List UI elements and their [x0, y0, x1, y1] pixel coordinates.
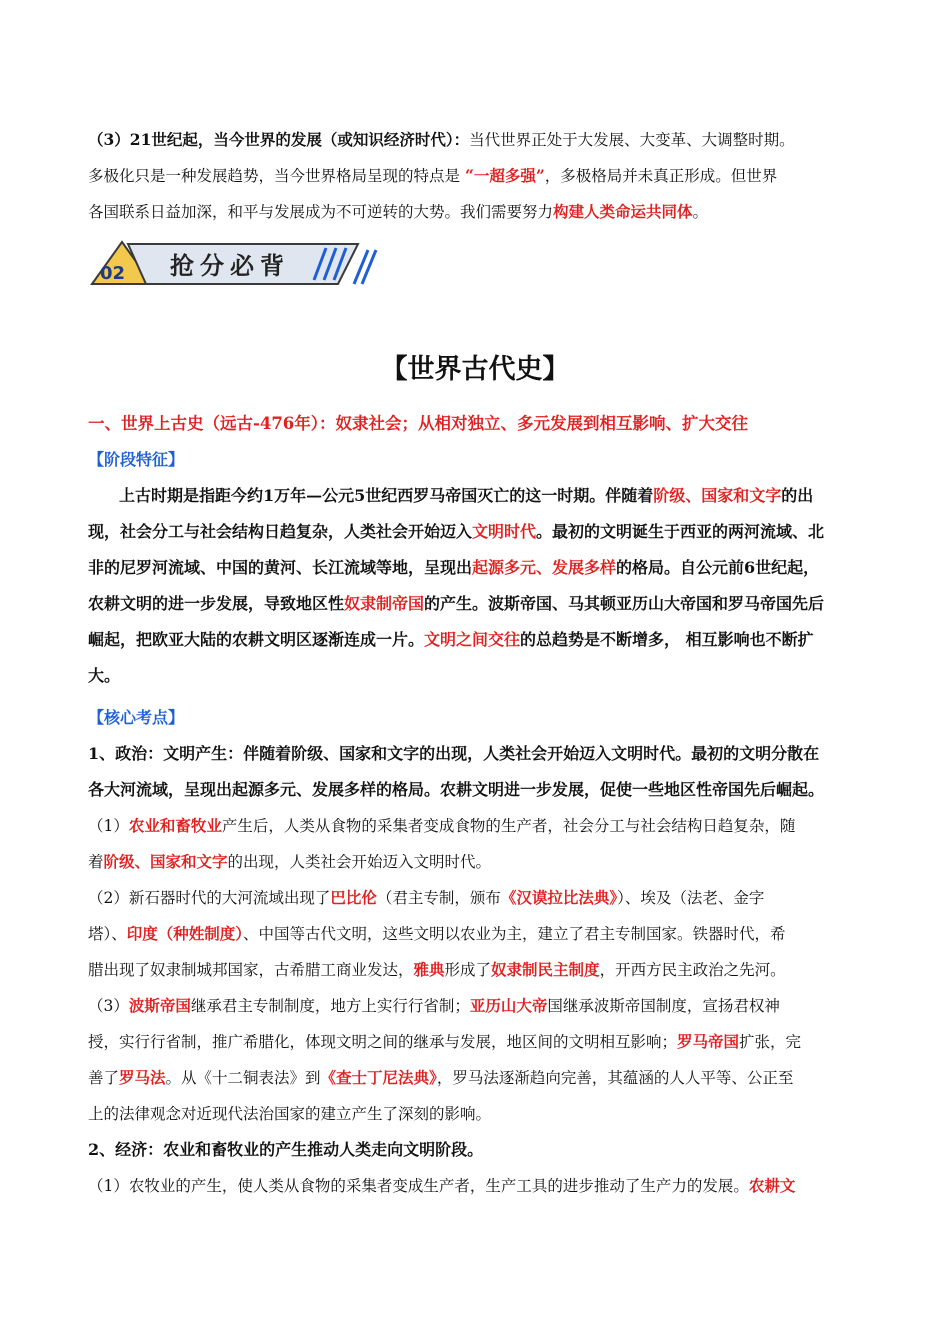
chapter-heading: 一、世界上古史（远古-476年）：奴隶社会；从相对独立、多元发展到相互影响、扩大交往 — [88, 414, 749, 433]
highlight-term: 奴隶制帝国 — [344, 594, 425, 613]
core2-line-1: 2、经济：农业和畜牧业的产生推动人类走向文明阶段。 — [88, 1140, 484, 1159]
body-text: 的出现，人类社会开始迈入文明时代。 — [227, 853, 492, 871]
body-text: ）、埃及（法老、金字 — [617, 889, 765, 907]
c1-2-line-3 — [88, 958, 786, 982]
body-text: 、中国等古代文明，这些文明以农业为主，建立了君主专制国家。铁器时代，希 — [243, 925, 786, 943]
core1-line-2: 各大河流域，呈现出起源多元、发展多样的格局。农耕文明进一步发展，促使一些地区性帝国先后崛起。 — [88, 780, 825, 799]
body-text: 扩张，完 — [739, 1033, 802, 1051]
c1-3-line-1 — [88, 994, 780, 1018]
body-text: 塔）、 — [88, 925, 127, 943]
highlight-term: 文明时代 — [472, 522, 537, 541]
p3-line-2 — [88, 164, 777, 188]
core1-line-1: 1、政治：文明产生：伴随着阶级、国家和文字的出现，人类社会开始迈入文明时代。最初的文明分散在 — [88, 744, 820, 763]
p3-text: 。 — [692, 203, 709, 221]
highlight-term: 《汉谟拉比法典》 — [500, 888, 618, 907]
p3-text: 各国联系日益加深，和平与发展成为不可逆转的大势。我们需要努力 — [88, 203, 554, 221]
p3-line-3 — [88, 200, 708, 224]
body-text: 。从《十二铜表法》到 — [165, 1069, 321, 1087]
highlight-term: 阶级、国家和文字 — [103, 852, 228, 871]
banner-stripe — [354, 250, 368, 284]
c1-3-line-4: 上的法律观念对近现代法治国家的建立产生了深刻的影响。 — [88, 1105, 492, 1123]
body-text: 形成了 — [444, 961, 492, 979]
stage-line-6: 大。 — [88, 666, 121, 685]
highlight-term: 亚历山大帝 — [469, 996, 548, 1015]
stage-line-1 — [119, 484, 813, 508]
body-text: 授，实行行省制，推广希腊化，体现文明之间的继承与发展，地区间的文明相互影响； — [88, 1033, 678, 1051]
c1-2-line-1 — [88, 886, 764, 910]
section-banner — [88, 236, 378, 292]
banner-stripe — [362, 250, 376, 284]
highlight-term: 文明之间交往 — [424, 630, 521, 649]
stage-text: 的总趋势是不断增多， 相互影响也不断扩 — [520, 630, 814, 649]
body-text: （1）农牧业的产生，使人类从食物的采集者变成生产者，生产工具的进步推动了生产力的发展。 — [88, 1177, 749, 1195]
p3-text: 当代世界正处于大发展、大变革、大调整时期。 — [469, 131, 795, 149]
stage-line-4 — [88, 592, 824, 616]
c1-2-line-2 — [88, 922, 786, 946]
body-text: 着 — [88, 853, 104, 871]
highlight-term: 《查士丁尼法典》 — [320, 1068, 437, 1087]
stage-text: 的出 — [781, 486, 814, 505]
stage-text: 现，社会分工与社会结构日趋复杂，人类社会开始迈入 — [88, 522, 473, 541]
body-text: ，罗马法逐渐趋向完善，其蕴涵的人人平等、公正至 — [436, 1069, 794, 1087]
stage-line-2 — [88, 520, 824, 544]
p3-text: ，多极格局并未真正形成。但世界 — [544, 167, 778, 185]
stage-text: 。最初的文明诞生于西亚的两河流域、北 — [536, 522, 825, 541]
banner-text: 抢分必背 — [170, 252, 290, 280]
stage-text: 农耕文明的进一步发展，导致地区性 — [88, 594, 345, 613]
c1-1-line-2 — [88, 850, 491, 874]
highlight-term: 巴比伦 — [330, 888, 377, 907]
c1-3-line-2 — [88, 1030, 801, 1054]
body-text: （1） — [88, 817, 129, 835]
highlight-term: 起源多元、发展多样 — [472, 558, 617, 577]
p3-heading: （3）21世纪起，当今世界的发展（或知识经济时代）： — [88, 130, 470, 149]
highlight-term: “一超多强” — [464, 166, 545, 185]
highlight-term: 奴隶制民主制度 — [491, 960, 600, 979]
stage-line-3 — [88, 556, 819, 580]
banner-number: 02 — [100, 263, 126, 284]
body-text: 继承君主专制制度，地方上实行行省制； — [190, 997, 470, 1015]
stage-text: 的格局。自公元前6世纪起， — [616, 558, 820, 577]
p3-line-1 — [88, 128, 795, 152]
highlight-term: 罗马帝国 — [677, 1032, 740, 1051]
stage-label: 【阶段特征】 — [88, 450, 185, 469]
body-text: （2）新石器时代的大河流域出现了 — [88, 889, 331, 907]
section-title: 【世界古代史】 — [380, 354, 570, 385]
body-text: 国继承波斯帝国制度，宣扬君权神 — [547, 997, 780, 1015]
body-text: 善了 — [88, 1069, 120, 1087]
stage-text: 崛起，把欧亚大陆的农耕文明区逐渐连成一片。 — [88, 630, 425, 649]
stage-text: 上古时期是指距今约1万年—公元5世纪西罗马帝国灭亡的这一时期。伴随着 — [119, 486, 654, 505]
body-text: 腊出现了奴隶制城邦国家，古希腊工商业发达， — [88, 961, 414, 979]
stage-text: 非的尼罗河流域、中国的黄河、长江流域等地，呈现出 — [88, 558, 473, 577]
highlight-term: 波斯帝国 — [128, 996, 191, 1015]
highlight-term: 农耕文 — [748, 1176, 796, 1195]
c2-1-line-1 — [88, 1174, 795, 1198]
highlight-term: 印度（种姓制度） — [126, 924, 244, 943]
highlight-term: 雅典 — [413, 960, 445, 979]
body-text: 产生后，人类从食物的采集者变成食物的生产者，社会分工与社会结构日趋复杂，随 — [221, 817, 796, 835]
highlight-term: 农业和畜牧业 — [128, 816, 222, 835]
c1-1-line-1 — [88, 814, 795, 838]
stage-line-5 — [88, 628, 814, 652]
body-text: ，开西方民主政治之先河。 — [599, 961, 786, 979]
c1-3-line-3 — [88, 1066, 793, 1090]
body-text: （君主专制，颁布 — [376, 889, 501, 907]
highlight-term: 阶级、国家和文字 — [653, 486, 782, 505]
highlight-term: 罗马法 — [119, 1068, 166, 1087]
p3-text: 多极化只是一种发展趋势，当今世界格局呈现的特点是 — [88, 167, 461, 185]
stage-text: 的产生。波斯帝国、马其顿亚历山大帝国和罗马帝国先后 — [424, 594, 825, 613]
body-text: （3） — [88, 997, 129, 1015]
highlight-term: 构建人类命运共同体 — [553, 202, 693, 221]
core-label: 【核心考点】 — [88, 708, 185, 727]
